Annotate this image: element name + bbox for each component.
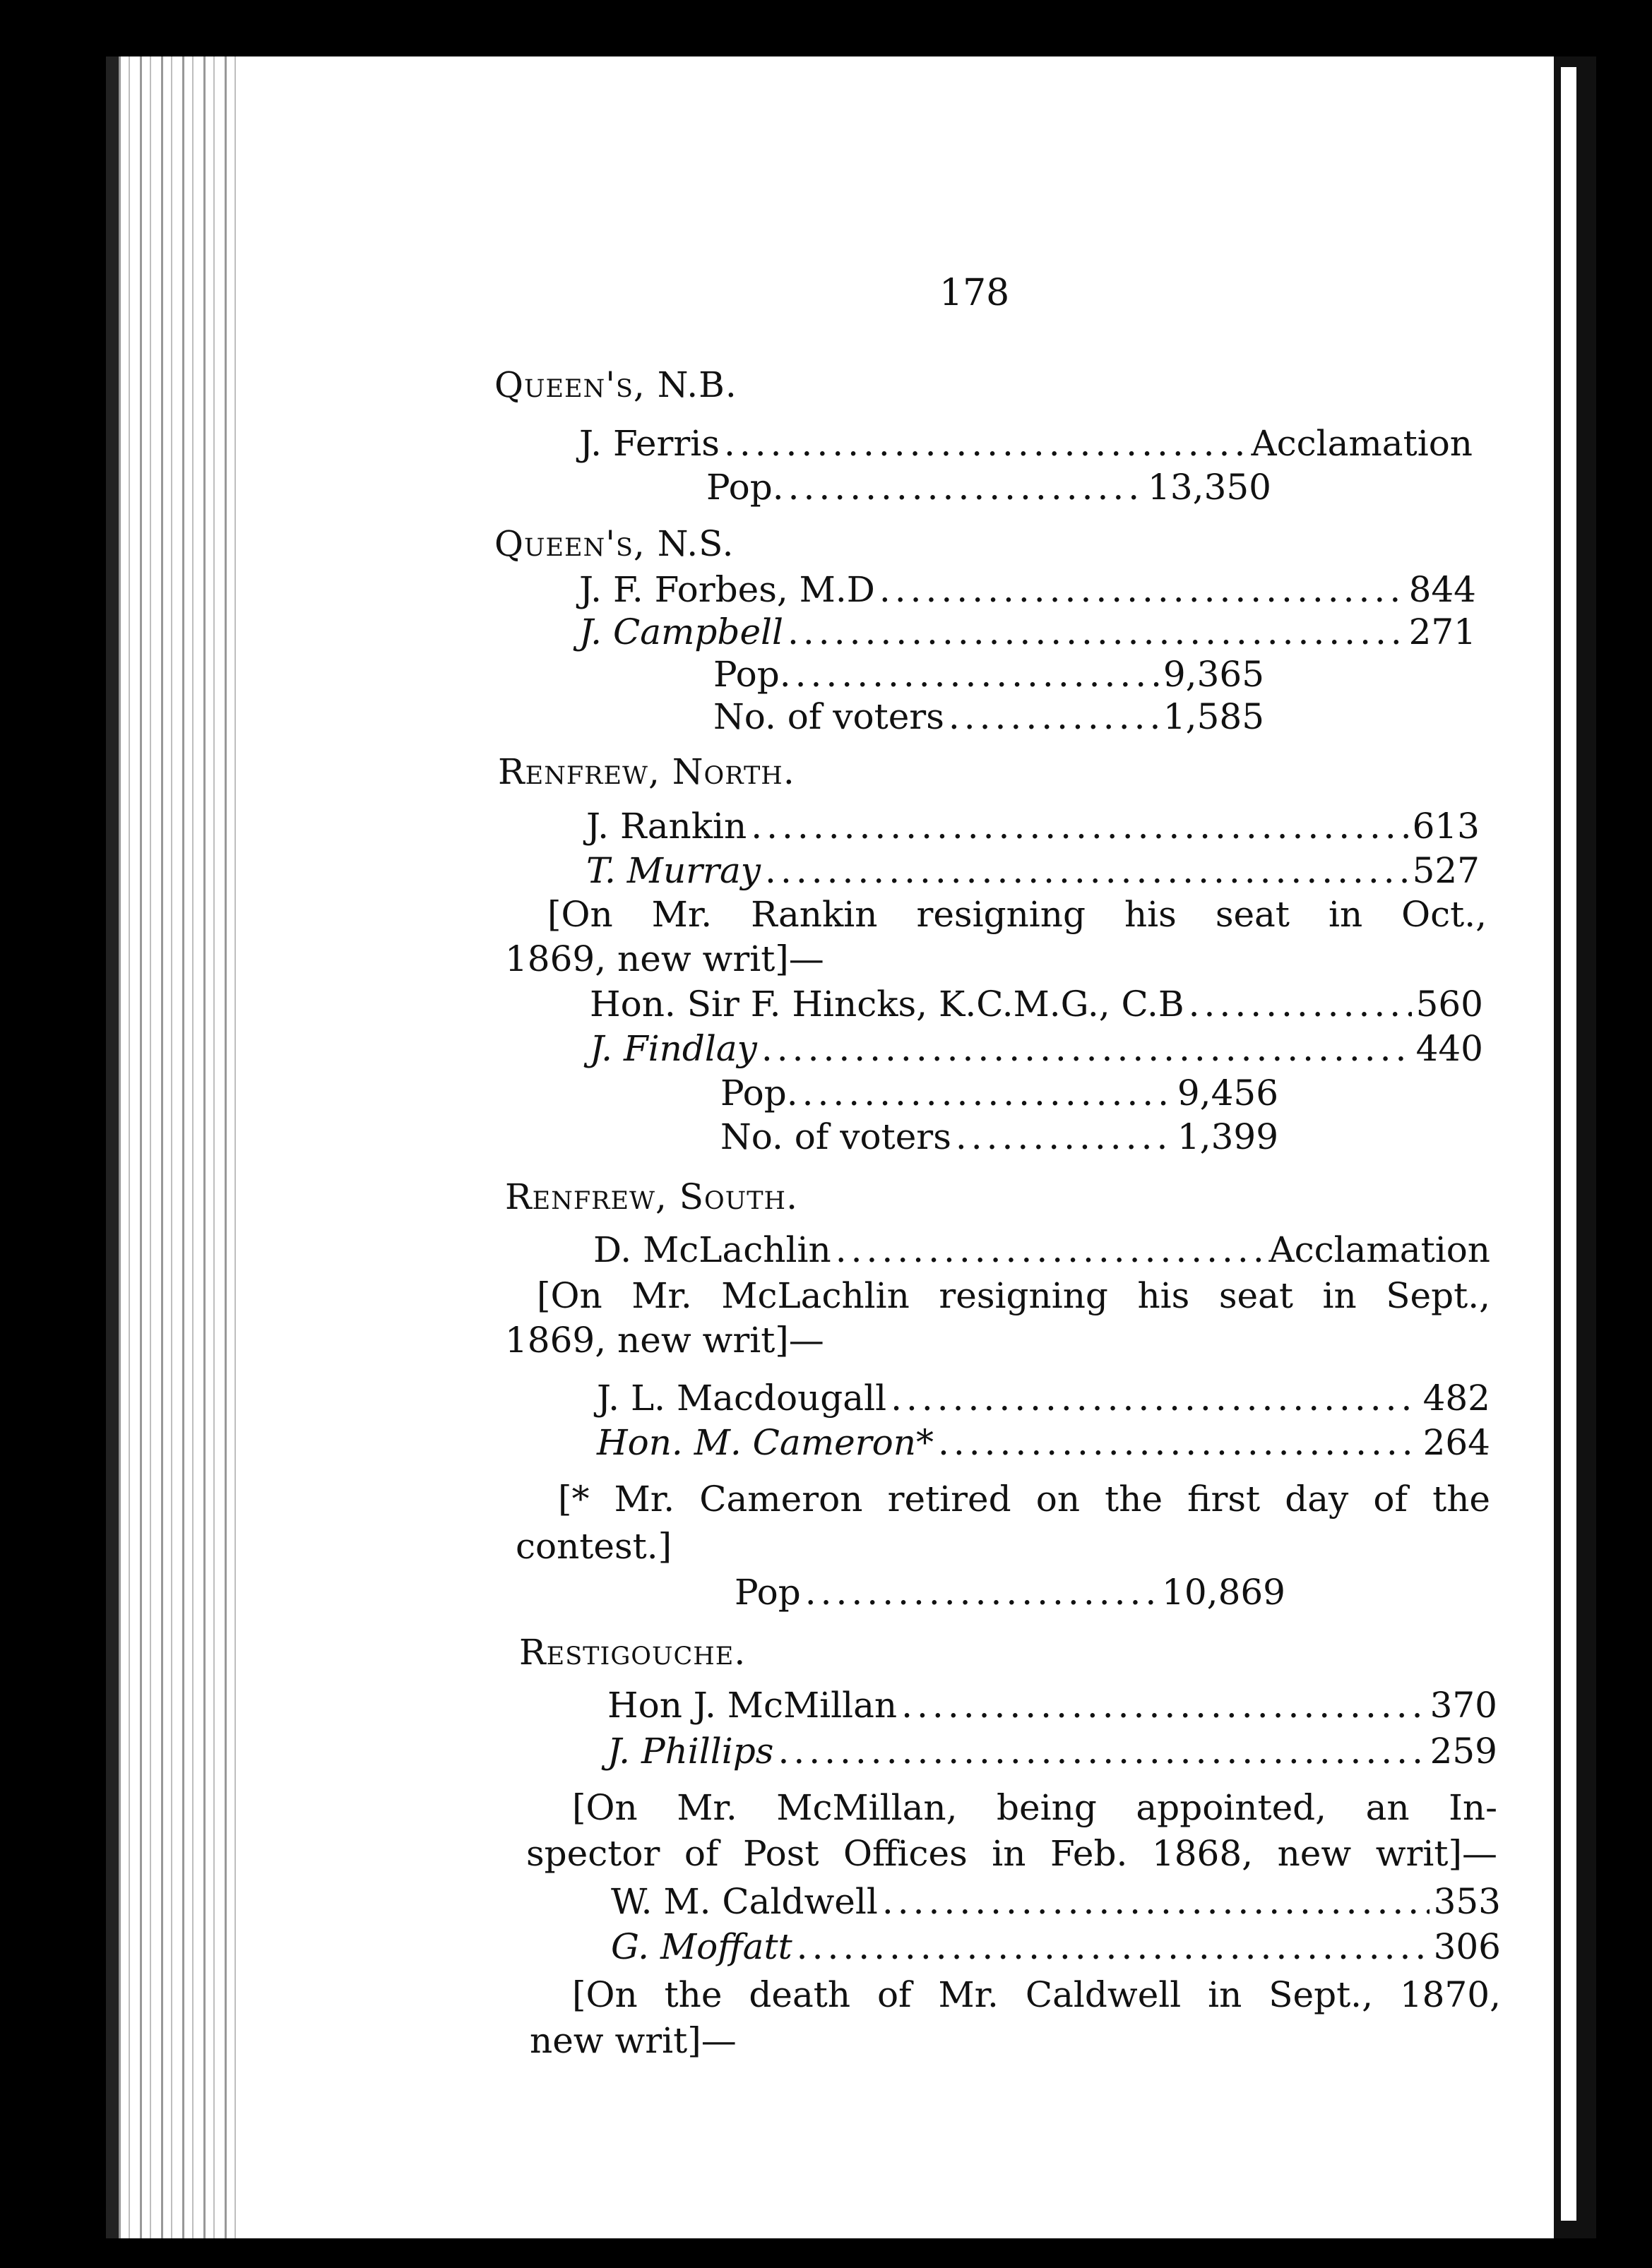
candidate-name: J. Campbell [579, 611, 784, 652]
entry-cameron [597, 1421, 1490, 1464]
dot-leader [778, 1730, 1425, 1772]
entry-pop-renfrew-south [735, 1571, 1285, 1613]
dot-leader [805, 1571, 1158, 1613]
candidate-name: J. Findlay [590, 1028, 757, 1069]
heading-renfrew-south: Renfrew, South. [505, 1176, 798, 1217]
note-mcmillan-line2: spector of Post Offices in Feb. 1868, new writ]— [526, 1833, 1497, 1874]
vote-value: 370 [1430, 1685, 1497, 1726]
pop-label: Pop. [706, 467, 784, 508]
footnote-cameron-line1: [* Mr. Cameron retired on the first day of the [558, 1479, 1490, 1520]
pop-value: 9,456 [1177, 1073, 1278, 1114]
entry-pop-queens-nb [706, 466, 1271, 508]
candidate-name: D. McLachlin [593, 1229, 831, 1270]
candidate-name: Hon. M. Cameron* [597, 1422, 934, 1463]
voters-label: No. of voters [720, 1116, 951, 1157]
dot-leader [795, 653, 1159, 696]
pop-label: Pop [735, 1572, 801, 1613]
dot-leader [879, 568, 1405, 611]
dot-leader [724, 422, 1247, 465]
entry-macdougall [597, 1377, 1490, 1419]
vote-value: 353 [1433, 1881, 1501, 1922]
dot-leader [802, 1072, 1173, 1114]
entry-campbell [579, 611, 1476, 653]
candidate-name: W. M. Caldwell [611, 1881, 878, 1922]
entry-hincks [590, 983, 1483, 1025]
heading-queens-nb: Queen's, N.B. [494, 364, 737, 405]
vote-value: 440 [1415, 1028, 1483, 1069]
vote-value: 613 [1412, 806, 1480, 847]
heading-restigouche: Restigouche. [519, 1632, 747, 1673]
footnote-cameron-line2: contest.] [516, 1526, 672, 1567]
entry-findlay [590, 1027, 1483, 1070]
entry-forbes [579, 568, 1476, 611]
dot-leader [1189, 983, 1412, 1025]
vote-value: Acclamation [1251, 423, 1473, 464]
vote-value: 560 [1415, 984, 1483, 1025]
dot-leader [797, 1926, 1430, 1968]
candidate-name: J. Ferris [579, 423, 720, 464]
dot-leader [765, 849, 1408, 892]
vote-value: Acclamation [1268, 1229, 1490, 1270]
vote-value: 264 [1422, 1422, 1490, 1463]
candidate-name: J. F. Forbes, M.D [579, 569, 875, 610]
candidate-name: J. Phillips [607, 1731, 774, 1772]
entry-mclachlin [593, 1229, 1490, 1271]
dot-leader [751, 805, 1408, 847]
vote-value: 482 [1422, 1378, 1490, 1419]
entry-murray [586, 849, 1480, 892]
dot-leader [761, 1027, 1412, 1070]
entry-voters-renfrew-north [720, 1116, 1278, 1158]
note-mclachlin-line2: 1869, new writ]— [505, 1320, 824, 1361]
note-caldwell-line1: [On the death of Mr. Caldwell in Sept., 1870, [572, 1974, 1501, 2015]
entry-pop-renfrew-north [720, 1072, 1278, 1114]
entry-phillips [607, 1730, 1497, 1772]
vote-value: 259 [1430, 1731, 1497, 1772]
candidate-name: Hon J. McMillan [607, 1685, 898, 1726]
vote-value: 306 [1433, 1926, 1501, 1967]
note-mcmillan-line1: [On Mr. McMillan, being appointed, an In- [572, 1787, 1497, 1828]
pop-value: 9,365 [1163, 654, 1264, 695]
candidate-name: T. Murray [586, 850, 761, 891]
entry-rankin [586, 805, 1480, 847]
note-rankin-line2: 1869, new writ]— [505, 938, 824, 979]
pop-label: Pop. [713, 654, 791, 695]
dot-leader [788, 611, 1405, 653]
pop-value: 10,869 [1162, 1572, 1285, 1613]
voters-label: No. of voters [713, 696, 944, 737]
dot-leader [882, 1880, 1430, 1923]
note-rankin-line1: [On Mr. Rankin resigning his seat in Oct., [547, 894, 1487, 935]
heading-renfrew-north: Renfrew, North. [498, 751, 795, 792]
heading-queens-ns: Queen's, N.S. [494, 523, 735, 564]
voters-value: 1,399 [1177, 1116, 1278, 1157]
dot-leader [901, 1684, 1425, 1726]
entry-pop-queens-ns [713, 653, 1264, 696]
pop-value: 13,350 [1148, 467, 1271, 508]
vote-value: 844 [1408, 569, 1476, 610]
entry-ferris [579, 422, 1473, 465]
candidate-name: Hon. Sir F. Hincks, K.C.M.G., C.B [590, 984, 1184, 1025]
entry-voters-queens-ns [713, 696, 1264, 738]
dot-leader [836, 1229, 1265, 1271]
pop-label: Pop. [720, 1073, 798, 1114]
page-number: 178 [939, 272, 1010, 314]
dot-leader [891, 1377, 1419, 1419]
entry-moffatt [611, 1926, 1501, 1968]
note-caldwell-line2: new writ]— [530, 2020, 737, 2061]
dot-leader [788, 466, 1143, 508]
dot-leader [938, 1421, 1419, 1464]
entry-mcmillan [607, 1684, 1497, 1726]
vote-value: 527 [1412, 850, 1480, 891]
dot-leader [949, 696, 1159, 738]
candidate-name: J. L. Macdougall [597, 1378, 887, 1419]
note-mclachlin-line1: [On Mr. McLachlin resigning his seat in Sept., [537, 1275, 1490, 1316]
entry-caldwell [611, 1880, 1501, 1923]
voters-value: 1,585 [1163, 696, 1264, 737]
candidate-name: G. Moffatt [611, 1926, 792, 1967]
dot-leader [956, 1116, 1173, 1158]
candidate-name: J. Rankin [586, 806, 747, 847]
vote-value: 271 [1408, 611, 1476, 652]
